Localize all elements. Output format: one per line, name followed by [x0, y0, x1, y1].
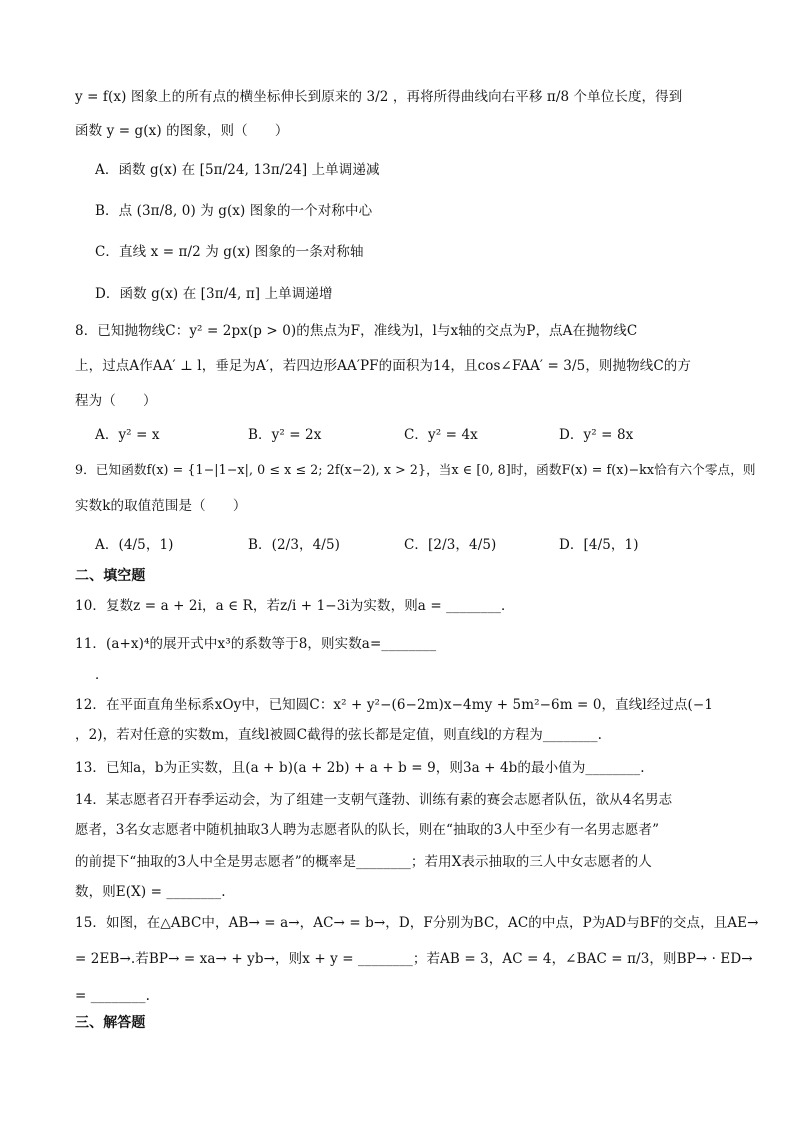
q9-option-c: C．[2/3，4/5) [404, 537, 497, 553]
q8-option-a: A．y² = x [95, 427, 160, 443]
q14-stem-line3: 的前提下“抽取的3人中全是男志愿者”的概率是________；若用X表示抽取的三人中女志愿者的人 [75, 854, 652, 870]
q7-option-d: D．函数 g(x) 在 [3π/4, π] 上单调递增 [95, 286, 333, 302]
q7-stem-line2: 函数 y = g(x) 的图象，则（ ） [75, 123, 289, 139]
q8-stem-line2: 上，过点A作AA′ ⊥ l，垂足为A′，若四边形AA′PF的面积为14，且cos∠FAA′ = 3/5，则抛物线C的方 [75, 358, 691, 374]
q15-stem-line1: 15．如图，在△ABC中，AB→ = a→，AC→ = b→，D，F分别为BC，AC的中点，P为AD与BF的交点，且AE→ [75, 915, 759, 931]
q9-option-d: D．[4/5，1) [559, 537, 639, 553]
q15-stem-line2: = 2EB→.若BP→ = xa→ + yb→，则x + y = ________；若AB = 3，AC = 4，∠BAC = π/3，则BP→ · ED→ [75, 951, 753, 967]
q14-stem-line1: 14．某志愿者召开春季运动会，为了组建一支朝气蓬勃、训练有素的赛会志愿者队伍，欲从4名男志 [75, 792, 673, 808]
q14-stem-line4: 数，则E(X) = ________. [75, 884, 226, 900]
q12-stem-line2: ，2)，若对任意的实数m，直线l被圆C截得的弦长都是定值，则直线l的方程为________. [75, 727, 603, 743]
q8-option-d: D．y² = 8x [559, 427, 634, 443]
q12-stem-line1: 12．在平面直角坐标系xOy中，已知圆C：x² + y²−(6−2m)x−4my + 5m²−6m = 0，直线l经过点(−1 [75, 697, 714, 713]
q7-option-c: C．直线 x = π/2 为 g(x) 图象的一条对称轴 [95, 244, 364, 260]
section-fill-in-heading: 二、填空题 [75, 568, 146, 584]
q10-stem: 10．复数z = a + 2i，a ∈ R，若z/i + 1−3i为实数，则a = ________． [75, 598, 515, 614]
q13-stem: 13．已知a，b为正实数，且(a + b)(a + 2b) + a + b = 9，则3a + 4b的最小值为________. [75, 760, 645, 776]
section-solution-heading: 三、解答题 [75, 1015, 146, 1031]
q14-stem-line2: 愿者，3名女志愿者中随机抽取3人聘为志愿者队的队长，则在“抽取的3人中至少有一名男志愿者” [75, 822, 660, 838]
q9-stem-line2: 实数k的取值范围是（ ） [75, 498, 247, 514]
q8-stem-line1: 8．已知抛物线C：y² = 2px(p > 0)的焦点为F，准线为l，l与x轴的交点为P，点A在抛物线C [75, 323, 638, 339]
q9-option-b: B．(2/3，4/5) [248, 537, 341, 553]
q9-stem-line1: 9．已知函数f(x) = {1−|1−x|, 0 ≤ x ≤ 2; 2f(x−2), x > 2}，当x ∈ [0, 8]时，函数F(x) = f(x)−kx恰有六个零点，则 [75, 462, 756, 477]
q15-stem-line3: = ________. [75, 988, 150, 1004]
q8-stem-line3: 程为（ ） [75, 393, 157, 409]
q7-stem-line1: y = f(x) 图象上的所有点的横坐标伸长到原来的 3/2 ，再将所得曲线向右平移 π/8 个单位长度，得到 [75, 89, 683, 105]
q7-option-a: A．函数 g(x) 在 [5π/24, 13π/24] 上单调递减 [95, 162, 380, 178]
q11-continuation: ． [95, 667, 109, 683]
q11-stem: 11．(a+x)⁴的展开式中x³的系数等于8，则实数a=________ [75, 636, 437, 652]
q8-option-b: B．y² = 2x [248, 427, 322, 443]
q7-option-b: B．点 (3π/8, 0) 为 g(x) 图象的一个对称中心 [95, 203, 373, 219]
q8-option-c: C．y² = 4x [404, 427, 478, 443]
q9-option-a: A．(4/5，1) [95, 537, 174, 553]
